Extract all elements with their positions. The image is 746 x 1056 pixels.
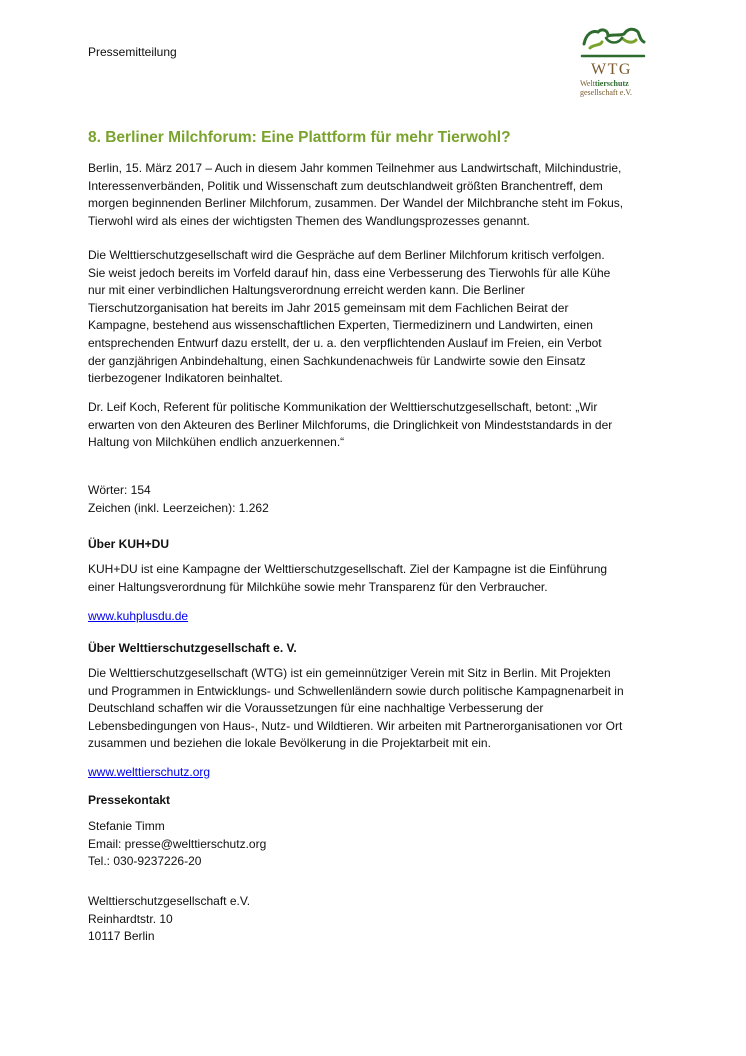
wtg-logo <box>574 22 654 102</box>
text-line: zusammen und beziehen die lokale Bevölkerung in die Projektarbeit mit ein. <box>88 736 491 751</box>
char-count: Zeichen (inkl. Leerzeichen): 1.262 <box>88 500 269 515</box>
text-line: Haltung von Milchkühen endlich anzuerkennen.“ <box>88 435 345 450</box>
text-line: Tierwohl wird als eines der wichtigsten Themen des Wandlungsprozesses genannt. <box>88 213 530 228</box>
contact-phone: Tel.: 030-9237226-20 <box>88 854 202 869</box>
text-line: tierbezogener Indikatoren beinhaltet. <box>88 371 283 386</box>
contact-name: Stefanie Timm <box>88 819 165 833</box>
text-line: erwarten von den Akteuren des Berliner Milchforums, die Dringlichkeit von Mindeststandards in der <box>88 417 613 432</box>
logo-name-part1: Welt <box>580 79 595 88</box>
wtg-website-link[interactable]: www.welttierschutz.org <box>88 765 211 779</box>
text-line: Berlin, 15. März 2017 – Auch in diesem Jahr kommen Teilnehmer aus Landwirtschaft, Milchindustrie, <box>88 161 622 175</box>
cow-outline-icon <box>578 22 648 62</box>
kuhdu-heading: Über KUH+DU <box>88 537 170 551</box>
address-org: Welttierschutzgesellschaft e.V. <box>88 894 251 908</box>
kuhdu-link-container <box>88 608 668 626</box>
text-line: Kampagne, bestehend aus wissenschaftlichen Experten, Tiermedizinern und Landwirten, einen <box>88 318 593 333</box>
contact-email: Email: presse@welttierschutz.org <box>88 836 267 851</box>
text-line: Dr. Leif Koch, Referent für politische Kommunikation der Welttierschutzgesellschaft, betont: „Wir <box>88 400 598 414</box>
text-line: Die Welttierschutzgesellschaft (WTG) ist ein gemeinnütziger Verein mit Sitz in Berlin. Mit Projekten <box>88 666 611 680</box>
paragraph-intro <box>88 160 668 230</box>
text-line: und Programmen in Entwicklungs- und Schwellenländern sowie durch politische Kampagnenarbeit in <box>88 683 624 698</box>
text-line: Deutschland schaffen wir die Voraussetzungen für eine nachhaltige Verbesserung der <box>88 701 544 716</box>
kuhdu-description <box>88 561 668 596</box>
text-line: einer Haltungsverordnung für Milchkühe sowie mehr Transparenz für den Verbraucher. <box>88 579 548 594</box>
text-line: Interessenverbänden, Politik und Wissenschaft zum deutschlandweit größten Branchentreff, dem <box>88 178 603 193</box>
page-header-label: Pressemitteilung <box>88 45 177 59</box>
paragraph-quote <box>88 399 668 452</box>
organization-address <box>88 893 668 946</box>
text-line: nur mit einer verbindlichen Haltungsverordnung erreicht werden kann. Die Berliner <box>88 283 525 298</box>
text-line: Tierschutzorganisation hat bereits im Jahr 2015 gemeinsam mit dem Fachlichen Beirat der <box>88 300 569 315</box>
text-line: Lebensbedingungen von Haus-, Nutz- und Wildtieren. Wir arbeiten mit Partnerorganisationen vor Ort <box>88 718 623 733</box>
text-line: entsprechenden Entwurf dazu erstellt, der u. a. den verpflichtenden Auslauf im Freien, ein Verbot <box>88 335 602 350</box>
logo-name-part2: tierschutz <box>594 79 629 88</box>
text-line: der ganzjährigen Anbindehaltung, einen Sachkundenachweis für Landwirte sowie den Einsatz <box>88 353 586 368</box>
text-line: Die Welttierschutzgesellschaft wird die Gespräche auf dem Berliner Milchforum kritisch verfolgen. <box>88 248 605 262</box>
press-contact-details <box>88 818 668 871</box>
press-contact-heading: Pressekontakt <box>88 793 171 807</box>
address-street: Reinhardtstr. 10 <box>88 911 173 926</box>
wtg-heading: Über Welttierschutzgesellschaft e. V. <box>88 641 297 655</box>
word-count-stats <box>88 482 668 517</box>
word-count: Wörter: 154 <box>88 483 151 497</box>
logo-subname: gesellschaft e.V. <box>580 88 633 97</box>
wtg-link-container <box>88 764 668 782</box>
text-line: KUH+DU ist eine Kampagne der Welttierschutzgesellschaft. Ziel der Kampagne ist die Einführung <box>88 562 608 576</box>
paragraph-wtg-position <box>88 247 668 388</box>
address-city: 10117 Berlin <box>88 929 155 944</box>
wtg-description <box>88 665 668 753</box>
logo-abbreviation: WTG <box>591 61 632 78</box>
kuhdu-website-link[interactable]: www.kuhplusdu.de <box>88 609 189 623</box>
logo-name <box>580 79 629 88</box>
text-line: morgen beginnenden Berliner Milchforum, zusammen. Der Wandel der Milchbranche steht im Fokus, <box>88 196 624 211</box>
page-title: 8. Berliner Milchforum: Eine Plattform für mehr Tierwohl? <box>88 129 511 146</box>
text-line: Sie weist jedoch bereits im Vorfeld darauf hin, dass eine Verbesserung des Tierwohls für alle Kühe <box>88 265 611 280</box>
